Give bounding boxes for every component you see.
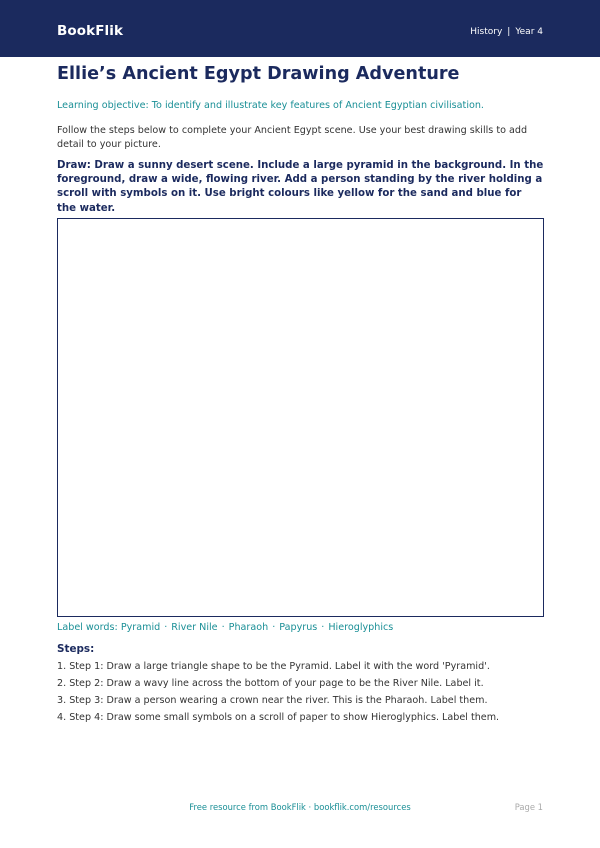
footer-resource-link[interactable]: Free resource from BookFlik · bookflik.com/resources [189, 802, 411, 812]
header-meta [470, 27, 543, 37]
subject-label: History [470, 27, 503, 37]
page-number: Page 1 [514, 802, 543, 812]
label-word: Pharaoh [228, 622, 269, 633]
page-header [0, 0, 600, 57]
label-word: River Nile [171, 622, 218, 633]
label-separator: · [221, 622, 225, 633]
header-separator: | [507, 27, 511, 37]
step-item: 1. Step 1: Draw a large triangle shape to be the Pyramid. Label it with the word 'Pyramid'. [57, 661, 490, 672]
brand-logo[interactable]: BookFlik [57, 23, 124, 39]
steps-heading: Steps: [57, 643, 95, 655]
step-item: 2. Step 2: Draw a wavy line across the bottom of your page to be the River Nile. Label it. [57, 678, 484, 689]
learning-objective: Learning objective: To identify and illustrate key features of Ancient Egyptian civilisation. [57, 100, 484, 111]
label-separator: · [164, 622, 168, 633]
label-word: Hieroglyphics [328, 622, 394, 633]
page-title: Ellie’s Ancient Egypt Drawing Adventure [57, 64, 460, 84]
step-item: 4. Step 4: Draw some small symbols on a scroll of paper to show Hieroglyphics. Label them. [57, 712, 500, 723]
intro-text: Follow the steps below to complete your Ancient Egypt scene. Use your best drawing skills to add detail to your picture. [57, 125, 528, 150]
draw-instructions: Draw: Draw a sunny desert scene. Include a large pyramid in the background. In the foreground, draw a wide, flowing river. Add a person standing by the river holding a scroll with symbols on it. Use bright colours like yellow for the sand and blue for the water. [57, 160, 544, 214]
label-word: Pyramid [120, 622, 161, 633]
label-separator: · [321, 622, 325, 633]
label-words [57, 622, 547, 633]
label-separator: · [272, 622, 276, 633]
step-item: 3. Step 3: Draw a person wearing a crown near the river. This is the Pharaoh. Label them. [57, 695, 488, 706]
label-words-prefix: Label words: [57, 622, 118, 633]
label-word: Papyrus [279, 622, 318, 633]
steps-list [57, 661, 557, 729]
year-label: Year 4 [515, 27, 543, 37]
drawing-area[interactable] [57, 218, 544, 617]
